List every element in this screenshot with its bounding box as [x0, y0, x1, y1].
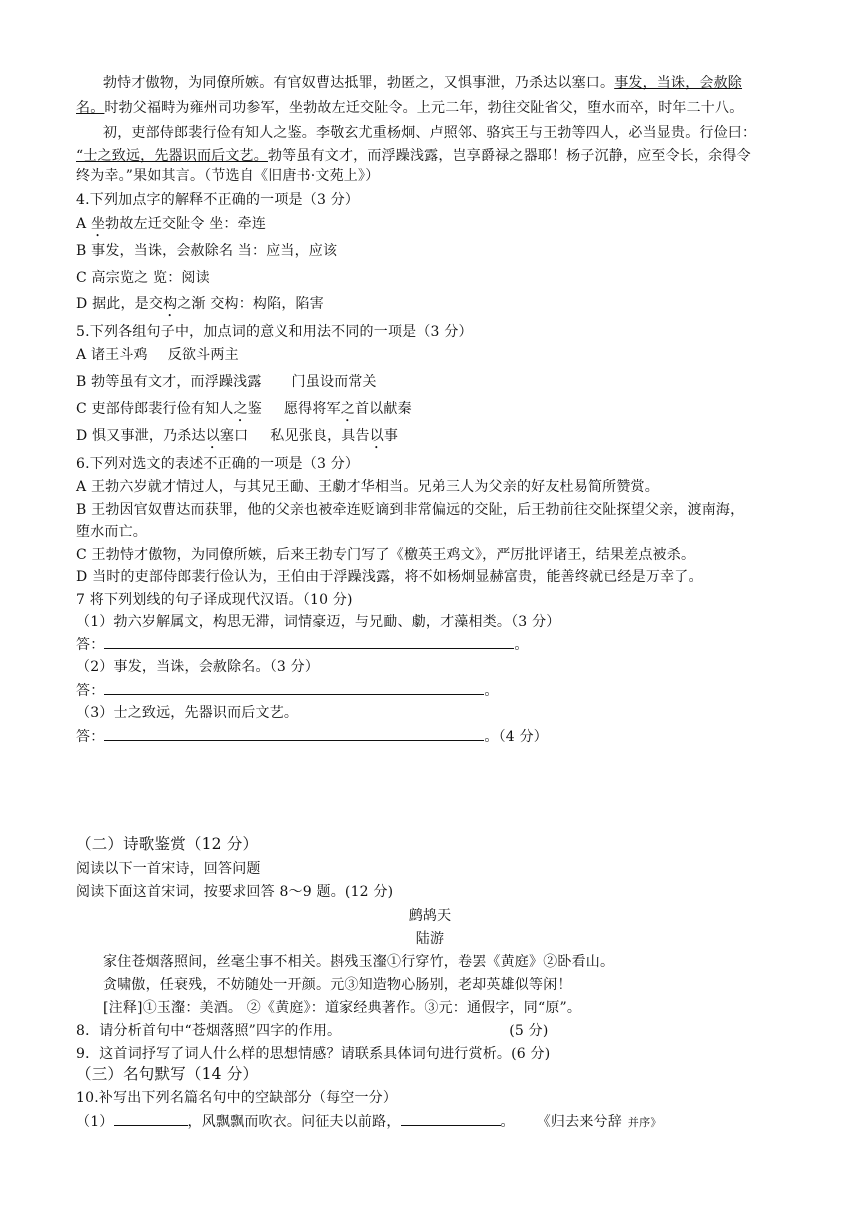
- poem-note: [注释]①玉瀣：美酒。 ②《黄庭》：道家经典著作。③元：通假字，同“原”。: [103, 1000, 582, 1016]
- question-5-option-a: [76, 345, 239, 365]
- question-7-sentence-1: （1）勃六岁解属文，构思无滞，词情豪迈，与兄勔、勮，才藻相类。（3 分）: [76, 614, 561, 630]
- poem-author: 陆游: [415, 931, 445, 947]
- option-text: 愿得将军: [283, 401, 341, 417]
- question-6-option-a: A 王勃六岁就才情过人，与其兄王勔、王勮才华相当。兄弟三人为父亲的好友杜易简所赞赏。: [76, 479, 659, 495]
- dotted-character: 以: [205, 428, 220, 444]
- dotted-character: 坐: [90, 216, 106, 232]
- question-7-sentence-3: （3）士之致远，先器识而后文艺。: [76, 705, 299, 721]
- option-text: D 惧又事泄，乃杀达: [76, 428, 206, 444]
- answer-blank[interactable]: [104, 726, 484, 741]
- option-text: 首以献秦: [354, 401, 412, 417]
- item-number: （1）: [76, 1114, 114, 1130]
- passage-text: 勃恃才傲物，为同僚所嫉。有官奴曹达抵罪，勃匿之，又惧事泄，乃杀达以塞口。: [103, 75, 615, 91]
- option-text: 之渐 交构：构陷，陷害: [177, 296, 324, 312]
- option-text: 私见张良，具告: [270, 428, 370, 444]
- option-text: A 诸王斗鸡: [76, 347, 148, 363]
- passage-line: [103, 123, 756, 143]
- question-4-option-a: [76, 214, 266, 240]
- option-text: A: [76, 216, 91, 232]
- option-text: D 据此，是交: [76, 296, 164, 312]
- option-text: 鉴: [247, 401, 262, 417]
- question-9: 9．这首词抒写了词人什么样的思想情感？请联系具体词句进行赏析。(6 分): [76, 1046, 551, 1062]
- question-7-stem: 7 将下列划线的句子译成现代汉语。（10 分): [76, 592, 353, 608]
- poetry-intro-1: 阅读以下一首宋诗，回答问题: [76, 861, 261, 877]
- question-7-answer-1: [76, 634, 529, 655]
- question-7-answer-2: [76, 680, 499, 701]
- question-6-option-c: C 王勃恃才傲物，为同僚所嫉，后来王勃专门写了《檄英王鸡文》，严厉批评诸王，结果差点被杀。: [76, 547, 696, 563]
- underlined-sentence: 事发，当诛，会赦除: [614, 75, 743, 91]
- question-10-item-1: [76, 1111, 662, 1133]
- dotted-character: 之: [233, 401, 248, 417]
- question-8: [76, 1021, 549, 1041]
- passage-line: [76, 98, 743, 118]
- answer-label: 答：: [76, 637, 105, 653]
- poem-title: 鹧鸪天: [408, 908, 452, 924]
- underlined-sentence: 名。: [76, 100, 105, 116]
- question-4-option-b: B 事发，当诛，会赦除名 当：应当，应该: [76, 243, 338, 259]
- option-text: 勃故左迁交阯令 坐：牵连: [105, 216, 267, 232]
- section-heading-dictation: （三）名句默写（14 分）: [76, 1065, 259, 1083]
- answer-label: 答：: [76, 683, 105, 699]
- passage-text: 初，吏部侍郎裴行俭有知人之鉴。李敬玄尤重杨炯、卢照邻、骆宾王与王勃等四人，必当显贵。行俭曰：: [103, 125, 757, 141]
- poetry-intro-2: 阅读下面这首宋词，按要求回答 8～9 题。(12 分): [76, 884, 394, 900]
- passage-line: [103, 73, 742, 93]
- option-text: 反欲斗两主: [167, 347, 239, 363]
- question-5-option-d: [76, 426, 398, 452]
- punctuation: 。: [484, 683, 499, 699]
- question-7-sentence-2: （2）事发，当诛，会赦除名。（3 分）: [76, 659, 320, 675]
- item-text: ，风飘飘而吹衣。问征夫以前路，: [187, 1114, 401, 1130]
- poem-line-2: 贪啸傲，任衰残，不妨随处一开颜。元③知造物心肠别，老却英雄似等闲！: [103, 977, 572, 993]
- option-text: 事: [383, 428, 399, 444]
- question-7-answer-3: [76, 726, 548, 747]
- source-title-suffix: 并序》: [627, 1116, 662, 1129]
- option-text: B 勃等虽有文才，而浮躁浅露: [76, 374, 262, 390]
- passage-line: [76, 146, 751, 166]
- punctuation: 。: [514, 637, 529, 653]
- section-heading-poetry: （二）诗歌鉴赏（12 分）: [76, 835, 259, 853]
- option-text: 门虽设而常关: [291, 374, 377, 390]
- question-4-option-d: [76, 294, 324, 320]
- passage-text: 终为幸。”果如其言。（节选自《旧唐书·文苑上》）: [76, 168, 380, 184]
- option-text: 塞口: [219, 428, 249, 444]
- fill-blank[interactable]: [114, 1111, 188, 1126]
- source-title: 《归去来兮辞: [536, 1114, 622, 1130]
- dotted-character: 以: [369, 428, 384, 444]
- option-text: C 吏部侍郎裴行俭有知人: [76, 401, 234, 417]
- passage-line: [76, 166, 379, 186]
- passage-text: 时勃父福畤为雍州司功参军，坐勃故左迁交阯令。上元二年，勃往交阯省父，堕水而卒，时年二十八。: [104, 100, 744, 116]
- question-6-stem: 6.下列对选文的表述不正确的一项是（3 分）: [76, 456, 360, 472]
- question-5-option-b: [76, 372, 377, 392]
- passage-text: 勃等虽有文才，而浮躁浅露，岂享爵禄之器耶！杨子沉静，应至令长，余得令: [267, 148, 751, 164]
- question-6-option-b: B 王勃因官奴曹达而获罪，他的父亲也被牵连贬谪到非常偏远的交阯，后王勃前往交阯探望父亲，渡南海，: [76, 502, 745, 518]
- answer-blank[interactable]: [104, 680, 484, 695]
- fill-blank[interactable]: [401, 1111, 501, 1126]
- question-6-option-b-cont: 堕水而亡。: [76, 524, 147, 540]
- question-5-stem: 5.下列各组句子中，加点词的意义和用法不同的一项是（3 分）: [76, 324, 473, 340]
- answer-blank[interactable]: [104, 634, 514, 649]
- question-10-stem: 10.补写出下列名篇名句中的空缺部分（每空一分）: [76, 1090, 398, 1106]
- dotted-character: 构: [163, 296, 178, 312]
- dotted-character: 之: [340, 401, 355, 417]
- question-5-option-c: [76, 399, 412, 425]
- poem-line-1: 家住苍烟落照间，丝毫尘事不相关。斟残玉瀣①行穿竹，卷罢《黄庭》②卧看山。: [103, 954, 615, 970]
- question-4-stem: 4.下列加点字的解释不正确的一项是（3 分）: [76, 192, 360, 208]
- punctuation: 。: [500, 1114, 515, 1130]
- question-6-option-d: D 当时的吏部侍郎裴行俭认为，王伯由于浮躁浅露，将不如杨炯显赫富贵，能善终就已经是万幸了。: [76, 569, 703, 585]
- punctuation: 。（4 分）: [484, 729, 548, 745]
- underlined-sentence: “士之致远，先器识而后文艺。: [76, 148, 268, 164]
- answer-label: 答：: [76, 729, 105, 745]
- question-text: 8．请分析首句中“苍烟落照”四字的作用。: [76, 1023, 342, 1039]
- question-score: (5 分): [509, 1023, 549, 1039]
- question-4-option-c: C 高宗览之 览：阅读: [76, 270, 210, 286]
